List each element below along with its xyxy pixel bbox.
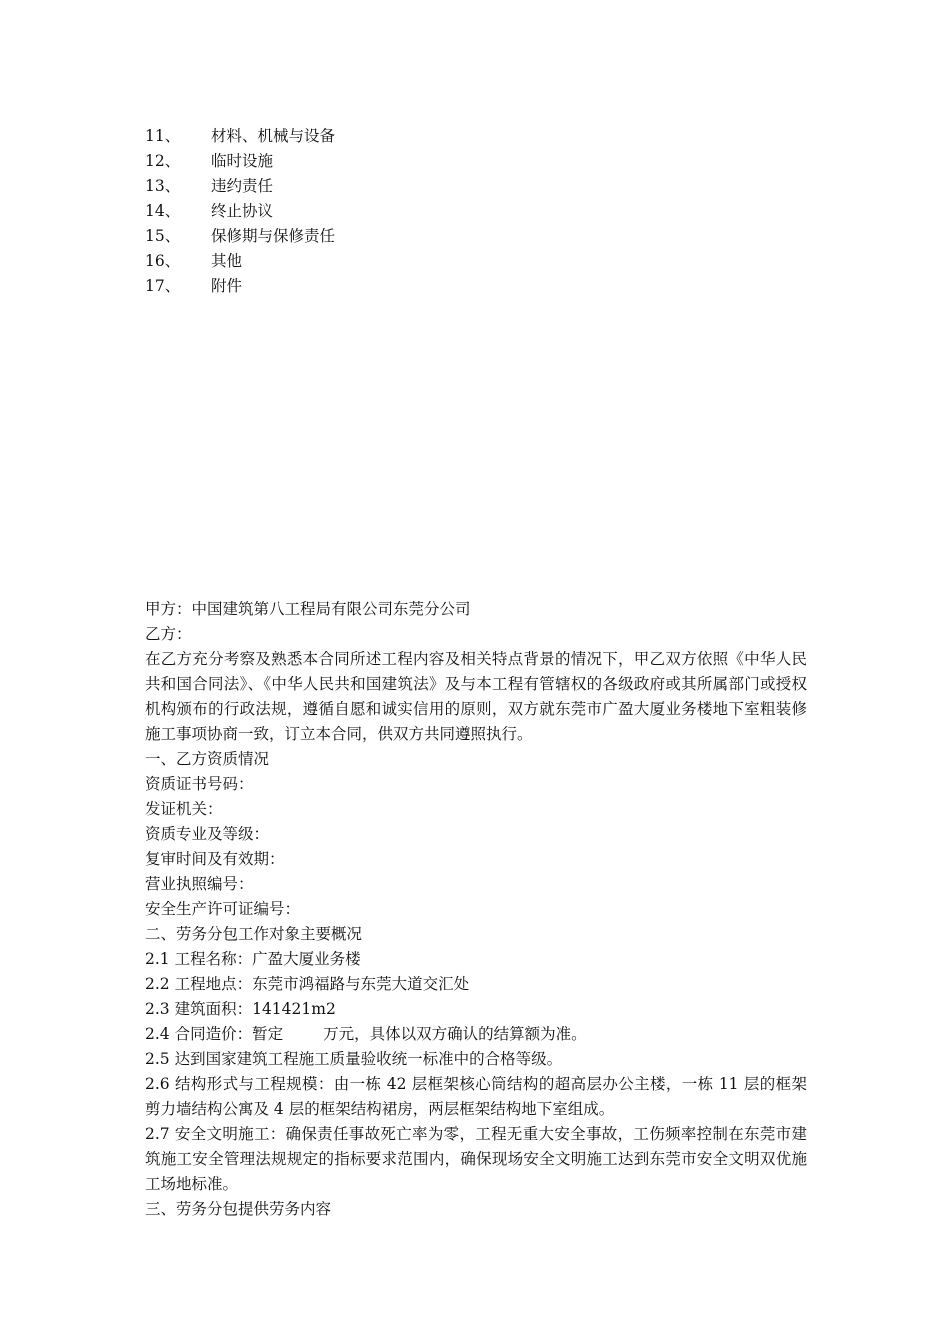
cert-number-field: 资质证书号码： xyxy=(145,775,254,793)
toc-title: 保修期与保修责任 xyxy=(211,227,336,245)
toc-title: 临时设施 xyxy=(211,152,274,170)
toc-item xyxy=(145,249,335,274)
party-b: 乙方： xyxy=(145,625,192,643)
toc-title: 违约责任 xyxy=(211,177,274,195)
project-name: 2.1 工程名称：广盈大厦业务楼 xyxy=(145,950,361,968)
toc-item xyxy=(145,224,335,249)
toc-title: 附件 xyxy=(211,277,243,295)
toc-number: 11、 xyxy=(145,127,181,145)
table-of-contents xyxy=(145,124,335,299)
toc-number: 14、 xyxy=(145,202,181,220)
party-a: 甲方：中国建筑第八工程局有限公司东莞分公司 xyxy=(145,600,471,618)
contract-price-note: 万元，具体以双方确认的结算额为准。 xyxy=(323,1025,587,1043)
toc-number: 16、 xyxy=(145,252,181,270)
safety-construction: 2.7 安全文明施工：确保责任事故死亡率为零，工程无重大安全事故，工伤频率控制在东莞市建筑施工安全管理法规规定的指标要求范围内，确保现场安全文明施工达到东莞市安全文明双优施工场地标准。 xyxy=(145,1125,807,1193)
toc-title: 材料、机械与设备 xyxy=(211,127,336,145)
toc-item xyxy=(145,274,335,299)
review-period-field: 复审时间及有效期： xyxy=(145,850,285,868)
structure-scale: 2.6 结构形式与工程规模：由一栋 42 层框架核心筒结构的超高层办公主楼，一栋 11 层的框架剪力墙结构公寓及 4 层的框架结构裙房，两层框架结构地下室组成。 xyxy=(145,1075,807,1118)
quality-standard: 2.5 达到国家建筑工程施工质量验收统一标准中的合格等级。 xyxy=(145,1050,563,1068)
section-2-title: 二、劳务分包工作对象主要概况 xyxy=(145,925,363,943)
contract-body xyxy=(145,597,807,1222)
section-3-title: 三、劳务分包提供劳务内容 xyxy=(145,1200,332,1218)
toc-item xyxy=(145,174,335,199)
business-license-field: 营业执照编号： xyxy=(145,875,254,893)
preamble-paragraph: 在乙方充分考察及熟悉本合同所述工程内容及相关特点背景的情况下，甲乙双方依照《中华人民共和国合同法》、《中华人民共和国建筑法》及与本工程有管辖权的各级政府或其所属部门或授权机构颁布的行政法规，遵循自愿和诚实信用的原则，双方就东莞市广盈大厦业务楼地下室粗装修施工事项协商一致，订立本合同，供双方共同遵照执行。 xyxy=(145,650,807,743)
toc-number: 17、 xyxy=(145,277,181,295)
issuer-field: 发证机关： xyxy=(145,800,223,818)
toc-item xyxy=(145,149,335,174)
contract-price-label: 2.4 合同造价：暂定 xyxy=(145,1025,284,1043)
qualification-field: 资质专业及等级： xyxy=(145,825,270,843)
toc-item xyxy=(145,199,335,224)
toc-title: 其他 xyxy=(211,252,243,270)
safety-permit-field: 安全生产许可证编号： xyxy=(145,900,301,918)
section-1-title: 一、乙方资质情况 xyxy=(145,750,270,768)
toc-number: 13、 xyxy=(145,177,181,195)
toc-title: 终止协议 xyxy=(211,202,274,220)
building-area: 2.3 建筑面积：141421m2 xyxy=(145,1000,336,1018)
toc-item xyxy=(145,124,335,149)
toc-number: 15、 xyxy=(145,227,181,245)
project-location: 2.2 工程地点：东莞市鸿福路与东莞大道交汇处 xyxy=(145,975,470,993)
toc-number: 12、 xyxy=(145,152,181,170)
contract-price xyxy=(145,1022,807,1047)
